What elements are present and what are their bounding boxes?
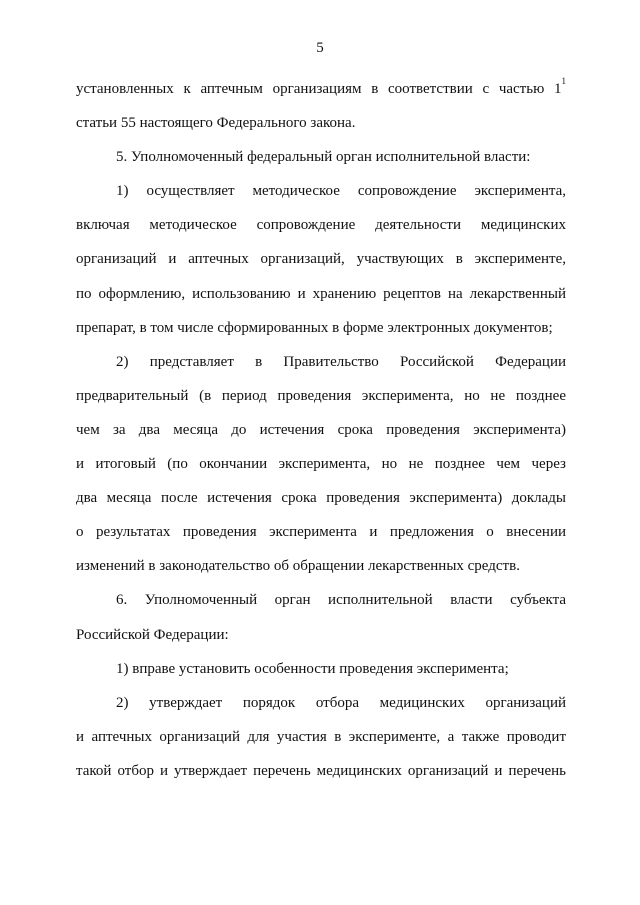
text-line-content: предварительный (в период проведения эксперимента, но не позднее (76, 387, 566, 404)
text-line-content: 2) утверждает порядок отбора медицинских организаций (116, 694, 566, 711)
text-line (76, 379, 566, 413)
text-line-content: по оформлению, использованию и хранению рецептов на лекарственный (76, 285, 566, 302)
text-line-content: чем за два месяца до истечения срока проведения эксперимента) (76, 421, 566, 438)
text-line-content: два месяца после истечения срока проведения эксперимента) доклады (76, 490, 566, 507)
text-line-content: 1) вправе установить особенности проведения эксперимента; (116, 660, 509, 677)
text-line (76, 515, 566, 549)
text-line (76, 242, 566, 276)
text-line-content: о результатах проведения эксперимента и предложения о внесении (76, 524, 566, 541)
text-line-content: установленных к аптечным организациям в соответствии с частью 1 (76, 81, 562, 97)
text-line-content: статьи 55 настоящего Федерального закона. (76, 115, 356, 132)
text-line-content: 5. Уполномоченный федеральный орган исполнительной власти: (116, 149, 531, 166)
text-line-content: препарат, в том числе сформированных в форме электронных документов; (76, 319, 553, 336)
text-line-content: 6. Уполномоченный орган исполнительной власти субъекта (116, 592, 566, 609)
text-line (76, 652, 566, 686)
text-line (76, 686, 566, 720)
text-line (76, 447, 566, 481)
text-line-content: и итоговый (по окончании эксперимента, но не позднее чем через (76, 456, 566, 473)
text-line-content: организаций и аптечных организаций, участвующих в эксперименте, (76, 251, 566, 268)
text-line-content: 2) представляет в Правительство Российской Федерации (116, 353, 566, 370)
text-line-content: изменений в законодательство об обращении лекарственных средств. (76, 558, 520, 575)
text-line-content: Российской Федерации: (76, 626, 229, 643)
text-line-content: и аптечных организаций для участия в эксперименте, а также проводит (76, 728, 566, 745)
text-line (76, 345, 566, 379)
text-line (76, 140, 566, 174)
text-line (76, 618, 566, 652)
text-line (76, 208, 566, 242)
text-line (76, 72, 566, 106)
text-line (76, 413, 566, 447)
text-line (76, 754, 566, 788)
text-line-content: включая методическое сопровождение деятельности медицинских (76, 217, 566, 234)
text-line (76, 106, 566, 140)
text-line (76, 311, 566, 345)
text-line (76, 481, 566, 515)
text-line (76, 277, 566, 311)
text-line (76, 549, 566, 583)
page-number: 5 (316, 40, 324, 56)
text-line (76, 174, 566, 208)
text-line (76, 583, 566, 617)
text-line-content: 1) осуществляет методическое сопровождение эксперимента, (116, 183, 566, 200)
text-line-content: такой отбор и утверждает перечень медицинских организаций и перечень (76, 762, 566, 779)
superscript: 1 (561, 76, 566, 86)
document-body (76, 72, 566, 788)
text-line (76, 720, 566, 754)
